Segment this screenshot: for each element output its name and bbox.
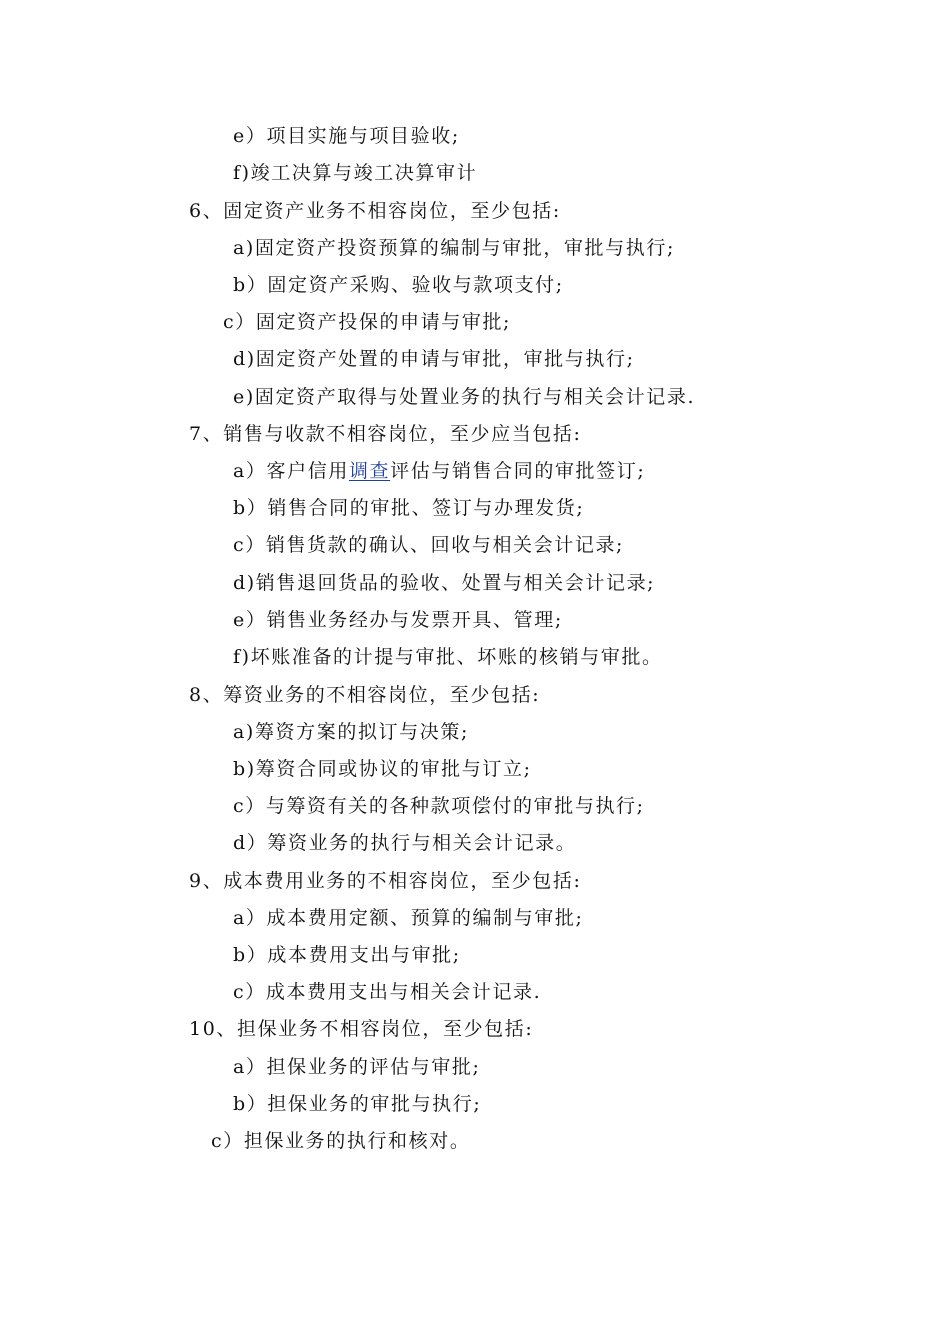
list-item: b）固定资产采购、验收与款项支付; [233,274,564,296]
section-heading: 10、担保业务不相容岗位，至少包括: [189,1018,534,1040]
list-item: d）筹资业务的执行与相关会计记录。 [233,832,577,854]
text-segment: a）客户信用 [233,460,349,482]
list-item: a)固定资产投资预算的编制与审批，审批与执行; [233,237,675,259]
list-item: d)固定资产处置的申请与审批，审批与执行; [233,348,635,370]
list-item: b）担保业务的审批与执行; [233,1093,482,1115]
list-item: c）担保业务的执行和核对。 [211,1130,471,1152]
section-heading: 6、固定资产业务不相容岗位，至少包括: [189,200,561,222]
list-item: e）销售业务经办与发票开具、管理; [233,609,563,631]
section-heading: 7、销售与收款不相容岗位，至少应当包括: [189,423,582,445]
list-item: c）固定资产投保的申请与审批; [223,311,512,333]
list-item: a）担保业务的评估与审批; [233,1056,481,1078]
list-item: c）成本费用支出与相关会计记录. [233,981,542,1003]
hyperlink-diaocha[interactable]: 调查 [348,460,391,482]
text-segment: 评估与销售合同的审批签订; [390,460,646,482]
list-item: a）成本费用定额、预算的编制与审批; [233,907,584,929]
list-item: e)固定资产取得与处置业务的执行与相关会计记录. [233,386,696,408]
list-item: c）销售货款的确认、回收与相关会计记录; [233,534,625,556]
list-item: a)筹资方案的拟订与决策; [233,721,469,743]
list-item: b)筹资合同或协议的审批与订立; [233,758,532,780]
list-item: f)坏账准备的计提与审批、坏账的核销与审批。 [233,646,663,668]
list-item: c）与筹资有关的各种款项偿付的审批与执行; [233,795,645,817]
list-item: e）项目实施与项目验收; [233,125,460,147]
list-item [233,458,645,484]
list-item: b）成本费用支出与审批; [233,944,461,966]
section-heading: 8、筹资业务的不相容岗位，至少包括: [189,684,541,706]
list-item: f)竣工决算与竣工决算审计 [233,162,478,184]
list-item: b）销售合同的审批、签订与办理发货; [233,497,585,519]
list-item: d)销售退回货品的验收、处置与相关会计记录; [233,572,656,594]
section-heading: 9、成本费用业务的不相容岗位，至少包括: [189,870,582,892]
